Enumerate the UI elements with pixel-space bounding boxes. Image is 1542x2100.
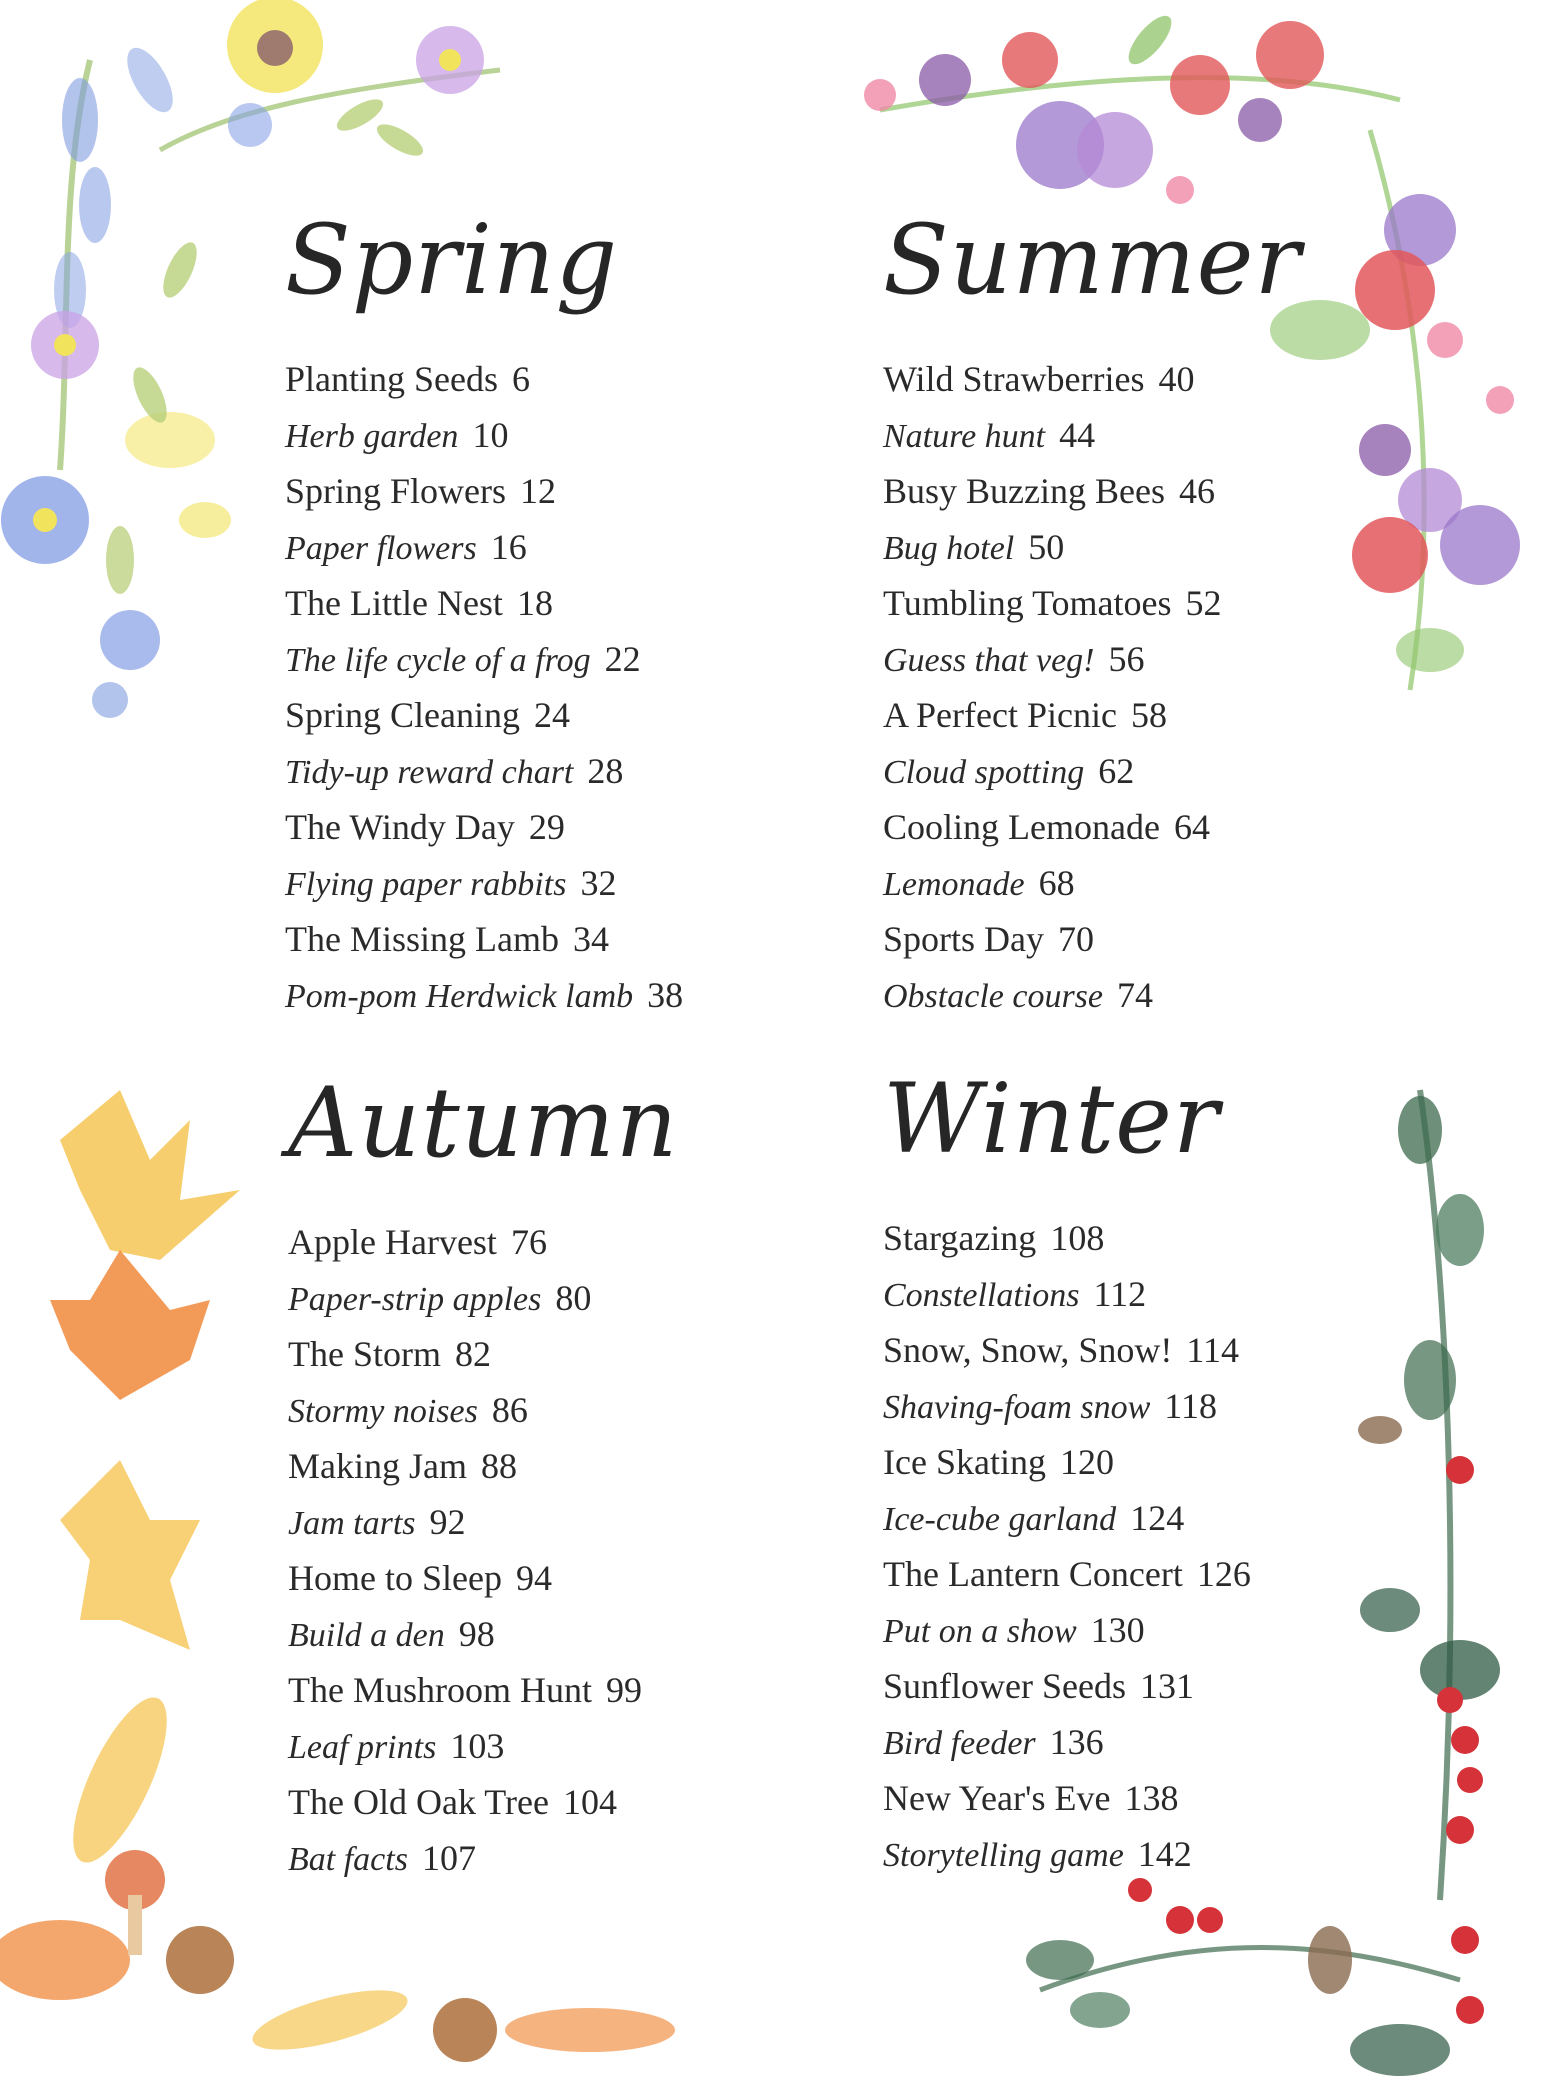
autumn-heading: Autumn (288, 1067, 679, 1179)
entry-title: Put on a show (883, 1613, 1077, 1650)
toc-entry[interactable] (883, 1826, 1251, 1882)
toc-entry[interactable] (883, 575, 1301, 631)
page-number: 104 (562, 1782, 617, 1822)
page-number: 16 (490, 527, 527, 567)
entry-title: Sports Day (883, 919, 1044, 959)
page-number: 82 (454, 1334, 491, 1374)
page-number: 138 (1124, 1778, 1179, 1818)
page-number: 10 (472, 415, 509, 455)
page-number: 108 (1050, 1218, 1105, 1258)
entry-title: Herb garden (285, 418, 459, 455)
page-number: 58 (1130, 695, 1167, 735)
entry-title: The Missing Lamb (285, 919, 559, 959)
entry-title: Flying paper rabbits (285, 866, 567, 903)
toc-entry[interactable] (883, 631, 1301, 687)
entry-title: Home to Sleep (288, 1558, 502, 1598)
toc-entry[interactable] (288, 1662, 678, 1718)
toc-entry[interactable] (285, 687, 683, 743)
toc-entry[interactable] (288, 1382, 678, 1438)
toc-entry[interactable] (883, 687, 1301, 743)
entry-title: Stargazing (883, 1218, 1037, 1258)
page-number: 120 (1059, 1442, 1114, 1482)
entry-title: The Windy Day (285, 807, 515, 847)
autumn-section (288, 1068, 678, 1886)
entry-title: Spring Flowers (285, 471, 507, 511)
toc-entry[interactable] (285, 799, 683, 855)
toc-entry[interactable] (883, 1434, 1251, 1490)
page-number: 130 (1090, 1610, 1145, 1650)
entry-title: The Little Nest (285, 583, 503, 623)
entry-title: Apple Harvest (288, 1222, 497, 1262)
toc-entry[interactable] (883, 1322, 1251, 1378)
entry-title: The Mushroom Hunt (288, 1670, 592, 1710)
winter-contents-list (883, 1210, 1251, 1882)
toc-entry[interactable] (285, 463, 683, 519)
page-number: 68 (1038, 863, 1075, 903)
entry-title: Lemonade (883, 866, 1025, 903)
entry-title: The Storm (288, 1334, 441, 1374)
page-number: 80 (555, 1278, 592, 1318)
spring-heading: Spring (285, 204, 619, 316)
entry-title: Stormy noises (288, 1393, 478, 1430)
toc-entry[interactable] (288, 1214, 678, 1270)
page-number: 88 (480, 1446, 517, 1486)
winter-heading: Winter (883, 1063, 1220, 1175)
summer-contents-list (883, 351, 1301, 1023)
toc-entry[interactable] (883, 519, 1301, 575)
page-number: 112 (1093, 1274, 1147, 1314)
entry-title: Paper flowers (285, 530, 477, 567)
page-number: 70 (1058, 919, 1094, 959)
toc-entry[interactable] (883, 911, 1301, 967)
page-number: 56 (1108, 639, 1145, 679)
toc-entry[interactable] (285, 519, 683, 575)
page-number: 94 (515, 1558, 552, 1598)
page-number: 29 (528, 807, 565, 847)
page-number: 40 (1158, 359, 1195, 399)
page-number: 52 (1185, 583, 1222, 623)
page-number: 98 (458, 1614, 495, 1654)
toc-entry[interactable] (883, 1490, 1251, 1546)
toc-entry[interactable] (883, 1378, 1251, 1434)
toc-entry[interactable] (883, 1714, 1251, 1770)
entry-title: Sunflower Seeds (883, 1666, 1126, 1706)
toc-entry[interactable] (288, 1326, 678, 1382)
toc-entry[interactable] (883, 463, 1301, 519)
toc-entry[interactable] (288, 1270, 678, 1326)
entry-title: Bat facts (288, 1841, 408, 1878)
page-number: 99 (605, 1670, 642, 1710)
page-number: 118 (1164, 1386, 1217, 1426)
toc-entry[interactable] (883, 1602, 1251, 1658)
winter-section (883, 1064, 1251, 1882)
toc-entry[interactable] (883, 1770, 1251, 1826)
entry-title: Bird feeder (883, 1725, 1036, 1762)
page-number: 46 (1178, 471, 1215, 511)
page-number: 86 (491, 1390, 528, 1430)
page-number: 28 (587, 751, 624, 791)
page-number: 92 (429, 1502, 466, 1542)
toc-entry[interactable] (883, 1546, 1251, 1602)
entry-title: Jam tarts (288, 1505, 416, 1542)
entry-title: New Year's Eve (883, 1778, 1111, 1818)
entry-title: A Perfect Picnic (883, 695, 1117, 735)
entry-title: Wild Strawberries (883, 359, 1145, 399)
page-number: 44 (1059, 415, 1096, 455)
entry-title: The life cycle of a frog (285, 642, 591, 679)
entry-title: Cloud spotting (883, 754, 1085, 791)
toc-entry[interactable] (285, 575, 683, 631)
page-number: 6 (512, 359, 530, 399)
entry-title: Paper-strip apples (288, 1281, 542, 1318)
toc-entry[interactable] (883, 407, 1301, 463)
entry-title: Ice-cube garland (883, 1501, 1117, 1538)
toc-entry[interactable] (883, 1266, 1251, 1322)
summer-heading: Summer (883, 204, 1302, 316)
entry-title: Nature hunt (883, 418, 1046, 455)
toc-entry[interactable] (285, 351, 683, 407)
page-number: 64 (1173, 807, 1210, 847)
summer-section (883, 205, 1301, 1023)
toc-entry[interactable] (883, 743, 1301, 799)
page-number: 62 (1098, 751, 1135, 791)
entry-title: Making Jam (288, 1446, 467, 1486)
toc-entry[interactable] (288, 1494, 678, 1550)
page-number: 32 (580, 863, 617, 903)
entry-title: Leaf prints (288, 1729, 437, 1766)
entry-title: Spring Cleaning (285, 695, 520, 735)
page-number: 114 (1186, 1330, 1240, 1370)
toc-entry[interactable] (285, 855, 683, 911)
toc-entry[interactable] (288, 1550, 678, 1606)
page-number: 74 (1117, 975, 1154, 1015)
toc-entry[interactable] (285, 967, 683, 1023)
entry-title: Busy Buzzing Bees (883, 471, 1165, 511)
toc-entry[interactable] (288, 1606, 678, 1662)
page-number: 50 (1028, 527, 1065, 567)
entry-title: Guess that veg! (883, 642, 1095, 679)
spring-section (285, 205, 683, 1023)
toc-entry[interactable] (883, 351, 1301, 407)
toc-entry[interactable] (285, 631, 683, 687)
page-number: 38 (647, 975, 684, 1015)
page-number: 18 (516, 583, 553, 623)
entry-title: The Lantern Concert (883, 1554, 1183, 1594)
entry-title: Constellations (883, 1277, 1080, 1314)
toc-entry[interactable] (288, 1718, 678, 1774)
entry-title: Snow, Snow, Snow! (883, 1330, 1173, 1370)
toc-entry[interactable] (288, 1774, 678, 1830)
spring-contents-list (285, 351, 683, 1023)
toc-entry[interactable] (883, 799, 1301, 855)
toc-entry[interactable] (883, 1658, 1251, 1714)
toc-entry[interactable] (883, 967, 1301, 1023)
page-number: 126 (1196, 1554, 1251, 1594)
entry-title: Planting Seeds (285, 359, 498, 399)
page-number: 103 (450, 1726, 505, 1766)
toc-entry[interactable] (288, 1830, 678, 1886)
entry-title: Cooling Lemonade (883, 807, 1160, 847)
page-number: 124 (1130, 1498, 1185, 1538)
entry-title: Build a den (288, 1617, 445, 1654)
entry-title: Tidy-up reward chart (285, 754, 574, 791)
page-number: 107 (421, 1838, 476, 1878)
toc-entry[interactable] (288, 1438, 678, 1494)
toc-entry[interactable] (883, 855, 1301, 911)
toc-entry[interactable] (285, 911, 683, 967)
page-number: 12 (520, 471, 557, 511)
entry-title: The Old Oak Tree (288, 1782, 549, 1822)
page-number: 22 (604, 639, 641, 679)
entry-title: Bug hotel (883, 530, 1015, 567)
autumn-contents-list (288, 1214, 678, 1886)
entry-title: Storytelling game (883, 1837, 1124, 1874)
page-number: 131 (1139, 1666, 1194, 1706)
entry-title: Ice Skating (883, 1442, 1046, 1482)
entry-title: Shaving-foam snow (883, 1389, 1151, 1426)
page-number: 76 (510, 1222, 547, 1262)
entry-title: Pom-pom Herdwick lamb (285, 978, 634, 1015)
page-number: 34 (572, 919, 609, 959)
toc-entry[interactable] (285, 743, 683, 799)
page-number: 24 (533, 695, 570, 735)
toc-entry[interactable] (285, 407, 683, 463)
page-number: 136 (1049, 1722, 1104, 1762)
entry-title: Tumbling Tomatoes (883, 583, 1172, 623)
toc-entry[interactable] (883, 1210, 1251, 1266)
entry-title: Obstacle course (883, 978, 1104, 1015)
page-number: 142 (1137, 1834, 1192, 1874)
